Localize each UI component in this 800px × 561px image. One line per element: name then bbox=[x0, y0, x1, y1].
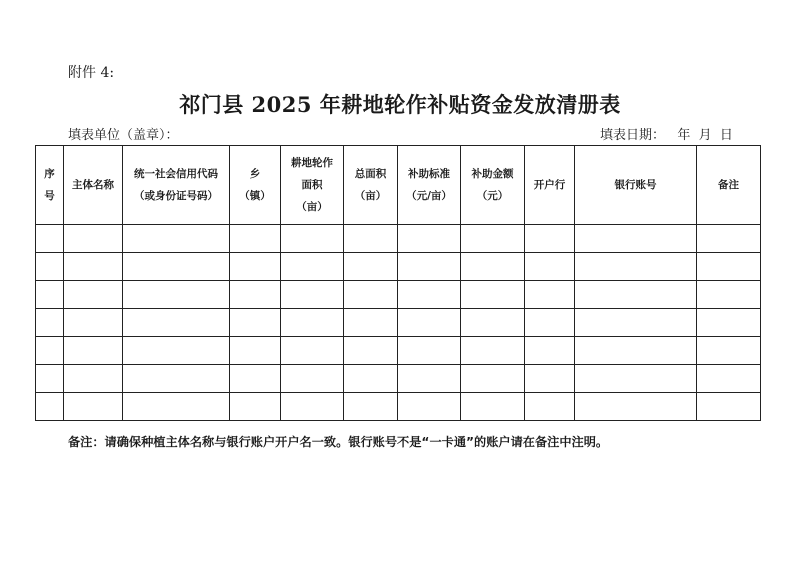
table-cell bbox=[575, 309, 697, 337]
column-header-text: （元/亩） bbox=[406, 190, 452, 202]
table-row bbox=[36, 281, 761, 309]
table-cell bbox=[230, 393, 281, 421]
table-cell bbox=[461, 365, 525, 393]
column-header bbox=[36, 146, 64, 225]
table-cell bbox=[344, 281, 398, 309]
table-cell bbox=[36, 393, 64, 421]
column-header-text: 银行账号 bbox=[614, 178, 657, 191]
table-cell bbox=[64, 309, 123, 337]
table-cell bbox=[344, 253, 398, 281]
column-header bbox=[281, 146, 344, 225]
table-cell bbox=[398, 337, 461, 365]
footer-note: 备注：请确保种植主体名称与银行账户开户名一致。银行账号不是“一卡通”的账户请在备注中注明。 bbox=[68, 435, 609, 449]
table-cell bbox=[575, 365, 697, 393]
table-cell bbox=[525, 281, 575, 309]
table-cell bbox=[123, 365, 230, 393]
table-cell bbox=[36, 281, 64, 309]
table-cell bbox=[230, 225, 281, 253]
table-cell bbox=[697, 281, 761, 309]
table-cell bbox=[123, 337, 230, 365]
column-header-text: （或身份证号码） bbox=[134, 190, 218, 202]
table-cell bbox=[281, 225, 344, 253]
table-row bbox=[36, 393, 761, 421]
table-cell bbox=[398, 253, 461, 281]
table-row bbox=[36, 225, 761, 253]
table-cell bbox=[230, 365, 281, 393]
document-title: 祁门县 2025 年耕地轮作补贴资金发放清册表 bbox=[179, 92, 621, 117]
column-header-text: 补助金额 bbox=[471, 167, 514, 180]
table-cell bbox=[123, 225, 230, 253]
table-cell bbox=[525, 253, 575, 281]
table-cell bbox=[36, 365, 64, 393]
column-header-text: （镇） bbox=[239, 190, 271, 202]
column-header bbox=[398, 146, 461, 225]
table-cell bbox=[461, 253, 525, 281]
table-cell bbox=[575, 281, 697, 309]
table-cell bbox=[575, 393, 697, 421]
filling-date-label: 填表日期： 年 月 日 bbox=[600, 128, 733, 143]
table-cell bbox=[230, 309, 281, 337]
table-cell bbox=[398, 393, 461, 421]
table-cell bbox=[344, 393, 398, 421]
table-row bbox=[36, 309, 761, 337]
table-cell bbox=[36, 225, 64, 253]
table-cell bbox=[344, 337, 398, 365]
table-cell bbox=[461, 225, 525, 253]
table-cell bbox=[525, 337, 575, 365]
table-cell bbox=[64, 281, 123, 309]
column-header bbox=[697, 146, 761, 225]
column-header-text: （亩） bbox=[354, 190, 387, 202]
table-cell bbox=[697, 253, 761, 281]
table-cell bbox=[575, 225, 697, 253]
table-cell bbox=[123, 281, 230, 309]
table-cell bbox=[64, 225, 123, 253]
column-header-text: 统一社会信用代码 bbox=[134, 167, 218, 180]
table-cell bbox=[64, 393, 123, 421]
attachment-label: 附件 4: bbox=[68, 65, 115, 81]
table-cell bbox=[575, 253, 697, 281]
table-cell bbox=[697, 225, 761, 253]
table-cell bbox=[344, 225, 398, 253]
table-cell bbox=[123, 393, 230, 421]
column-header bbox=[344, 146, 398, 225]
column-header-text: 乡 bbox=[249, 167, 261, 180]
table-row bbox=[36, 337, 761, 365]
table-cell bbox=[123, 253, 230, 281]
table-cell bbox=[230, 253, 281, 281]
column-header-text: 面积 bbox=[301, 178, 323, 191]
column-header-text: 备注 bbox=[718, 178, 739, 191]
table-cell bbox=[697, 337, 761, 365]
table-cell bbox=[575, 337, 697, 365]
column-header-text: 序 bbox=[44, 167, 55, 180]
table-row bbox=[36, 253, 761, 281]
table-cell bbox=[123, 309, 230, 337]
table-cell bbox=[398, 365, 461, 393]
table-cell bbox=[525, 309, 575, 337]
column-header-text: （元） bbox=[476, 190, 509, 202]
table-cell bbox=[281, 309, 344, 337]
table-cell bbox=[525, 393, 575, 421]
table-cell bbox=[230, 337, 281, 365]
table-header-row bbox=[36, 146, 761, 225]
table-cell bbox=[398, 225, 461, 253]
table-cell bbox=[525, 365, 575, 393]
column-header-text: 开户行 bbox=[533, 178, 566, 191]
column-header-text: 主体名称 bbox=[72, 178, 114, 191]
table-cell bbox=[697, 393, 761, 421]
table-cell bbox=[64, 253, 123, 281]
table-cell bbox=[344, 309, 398, 337]
column-header-text: 总面积 bbox=[354, 167, 387, 180]
table-cell bbox=[36, 309, 64, 337]
column-header-text: 补助标准 bbox=[408, 167, 450, 180]
table-cell bbox=[525, 225, 575, 253]
table-cell bbox=[461, 309, 525, 337]
table-cell bbox=[64, 337, 123, 365]
table-cell bbox=[398, 281, 461, 309]
table-cell bbox=[36, 337, 64, 365]
table-cell bbox=[230, 281, 281, 309]
table-cell bbox=[64, 365, 123, 393]
column-header-text: （亩） bbox=[296, 201, 328, 214]
table-cell bbox=[281, 253, 344, 281]
column-header-text: 号 bbox=[44, 190, 55, 202]
table-cell bbox=[697, 309, 761, 337]
table-cell bbox=[36, 253, 64, 281]
table-cell bbox=[461, 393, 525, 421]
table-row bbox=[36, 365, 761, 393]
column-header bbox=[525, 146, 575, 225]
table-cell bbox=[344, 365, 398, 393]
table-cell bbox=[398, 309, 461, 337]
table-cell bbox=[281, 393, 344, 421]
table-cell bbox=[281, 337, 344, 365]
column-header-text: 耕地轮作 bbox=[291, 156, 333, 169]
table-cell bbox=[461, 337, 525, 365]
column-header bbox=[230, 146, 281, 225]
subsidy-register-table bbox=[35, 145, 761, 421]
filling-unit-label: 填表单位（盖章）： bbox=[68, 128, 179, 143]
column-header bbox=[64, 146, 123, 225]
column-header bbox=[461, 146, 525, 225]
column-header bbox=[575, 146, 697, 225]
table-cell bbox=[697, 365, 761, 393]
column-header bbox=[123, 146, 230, 225]
table-cell bbox=[281, 365, 344, 393]
table-cell bbox=[281, 281, 344, 309]
table-cell bbox=[461, 281, 525, 309]
table-body bbox=[36, 225, 761, 421]
